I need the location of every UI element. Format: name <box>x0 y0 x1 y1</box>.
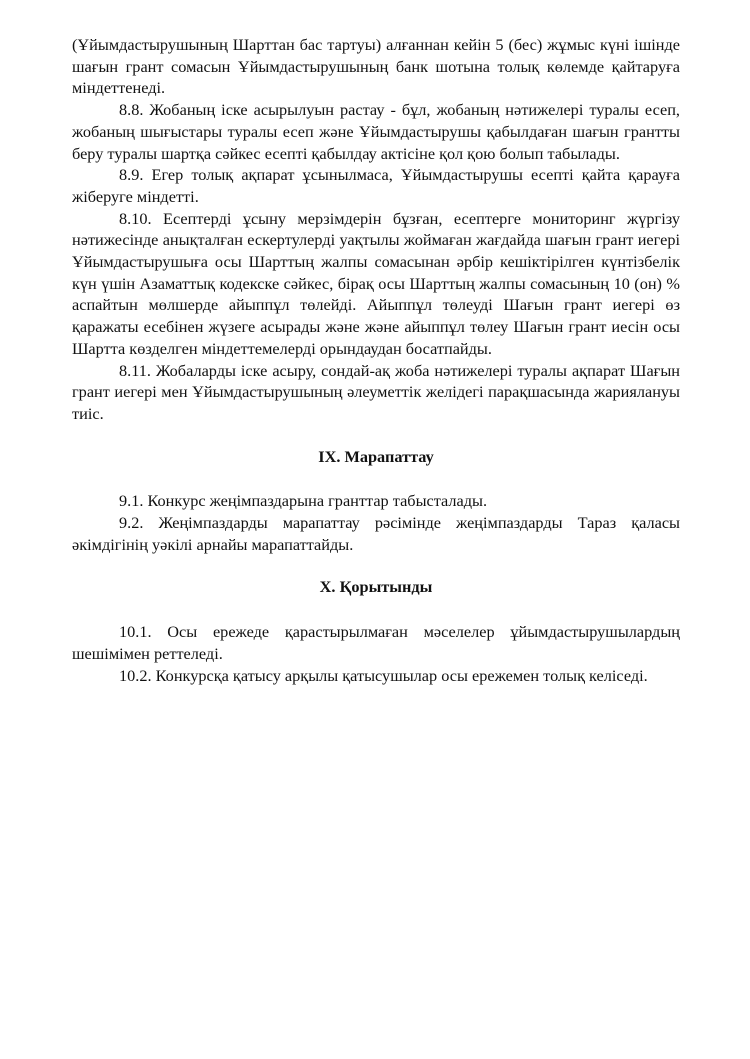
paragraph-8-9: 8.9. Егер толық ақпарат ұсынылмаса, Ұйымдастырушы есепті қайта қарауға жіберуге міндетті. <box>72 165 680 206</box>
section-10-heading: X. Қорытынды <box>319 577 433 597</box>
paragraph-10-1: 10.1. Осы ережеде қарастырылмаған мәселелер ұйымдастырушылардың шешімімен реттеледі. <box>72 622 680 663</box>
paragraph-10-2: 10.2. Конкурсқа қатысу арқылы қатысушылар осы ережемен толық келіседі. <box>119 665 648 685</box>
document-page <box>72 34 680 686</box>
paragraph-8-10: 8.10. Есептерді ұсыну мерзімдерін бұзған, есептерге мониторинг жүргізу нәтижесінде анықталған ескертулерді уақтылы жоймаған жағдайда шағын грант иегері Ұйымдастырушыға осы Шарттың жалпы сомасынан әрбір кешіктірілген күнтізбелік күн үшін Азаматтық кодекске сәйкес, бірақ осы Шарттың жалпы сомасының 10 (он) % аспайтын мөлшерде айыппұл төлейді. Айыппұл төлеуді Шағын грант иегері өз қаражаты есебінен жүзеге асырады және және айыппұл төлеу Шағын грант иесін осы Шартта көзделген міндеттемелерді орындаудан босатпайды. <box>72 208 680 358</box>
section-9-heading: IX. Марапаттау <box>318 446 434 466</box>
paragraph-9-2: 9.2. Жеңімпаздарды марапаттау рәсімінде жеңімпаздарды Тараз қаласы әкімдігінің уәкілі арнайы марапаттайды. <box>72 513 680 554</box>
paragraph-continuation: (Ұйымдастырушының Шарттан бас тартуы) алғаннан кейін 5 (бес) жұмыс күні ішінде шағын грант сомасын Ұйымдастырушының банк шотына толық көлемде қайтаруға міндеттенеді. <box>72 35 680 98</box>
paragraph-9-1: 9.1. Конкурс жеңімпаздарына гранттар табысталады. <box>119 491 488 511</box>
paragraph-8-11: 8.11. Жобаларды іске асыру, сондай-ақ жоба нәтижелері туралы ақпарат Шағын грант иегері мен Ұйымдастырушының әлеуметтік желідегі парақшасында жариялануы тиіс. <box>72 360 680 423</box>
paragraph-8-8: 8.8. Жобаның іске асырылуын растау - бұл, жобаның нәтижелері туралы есеп, жобаның шығыстары туралы есеп және Ұйымдастырушы қабылдаған шағын грантты беру туралы шартқа сәйкес есепті қабылдау актісіне қол қою болып табылады. <box>72 100 680 163</box>
